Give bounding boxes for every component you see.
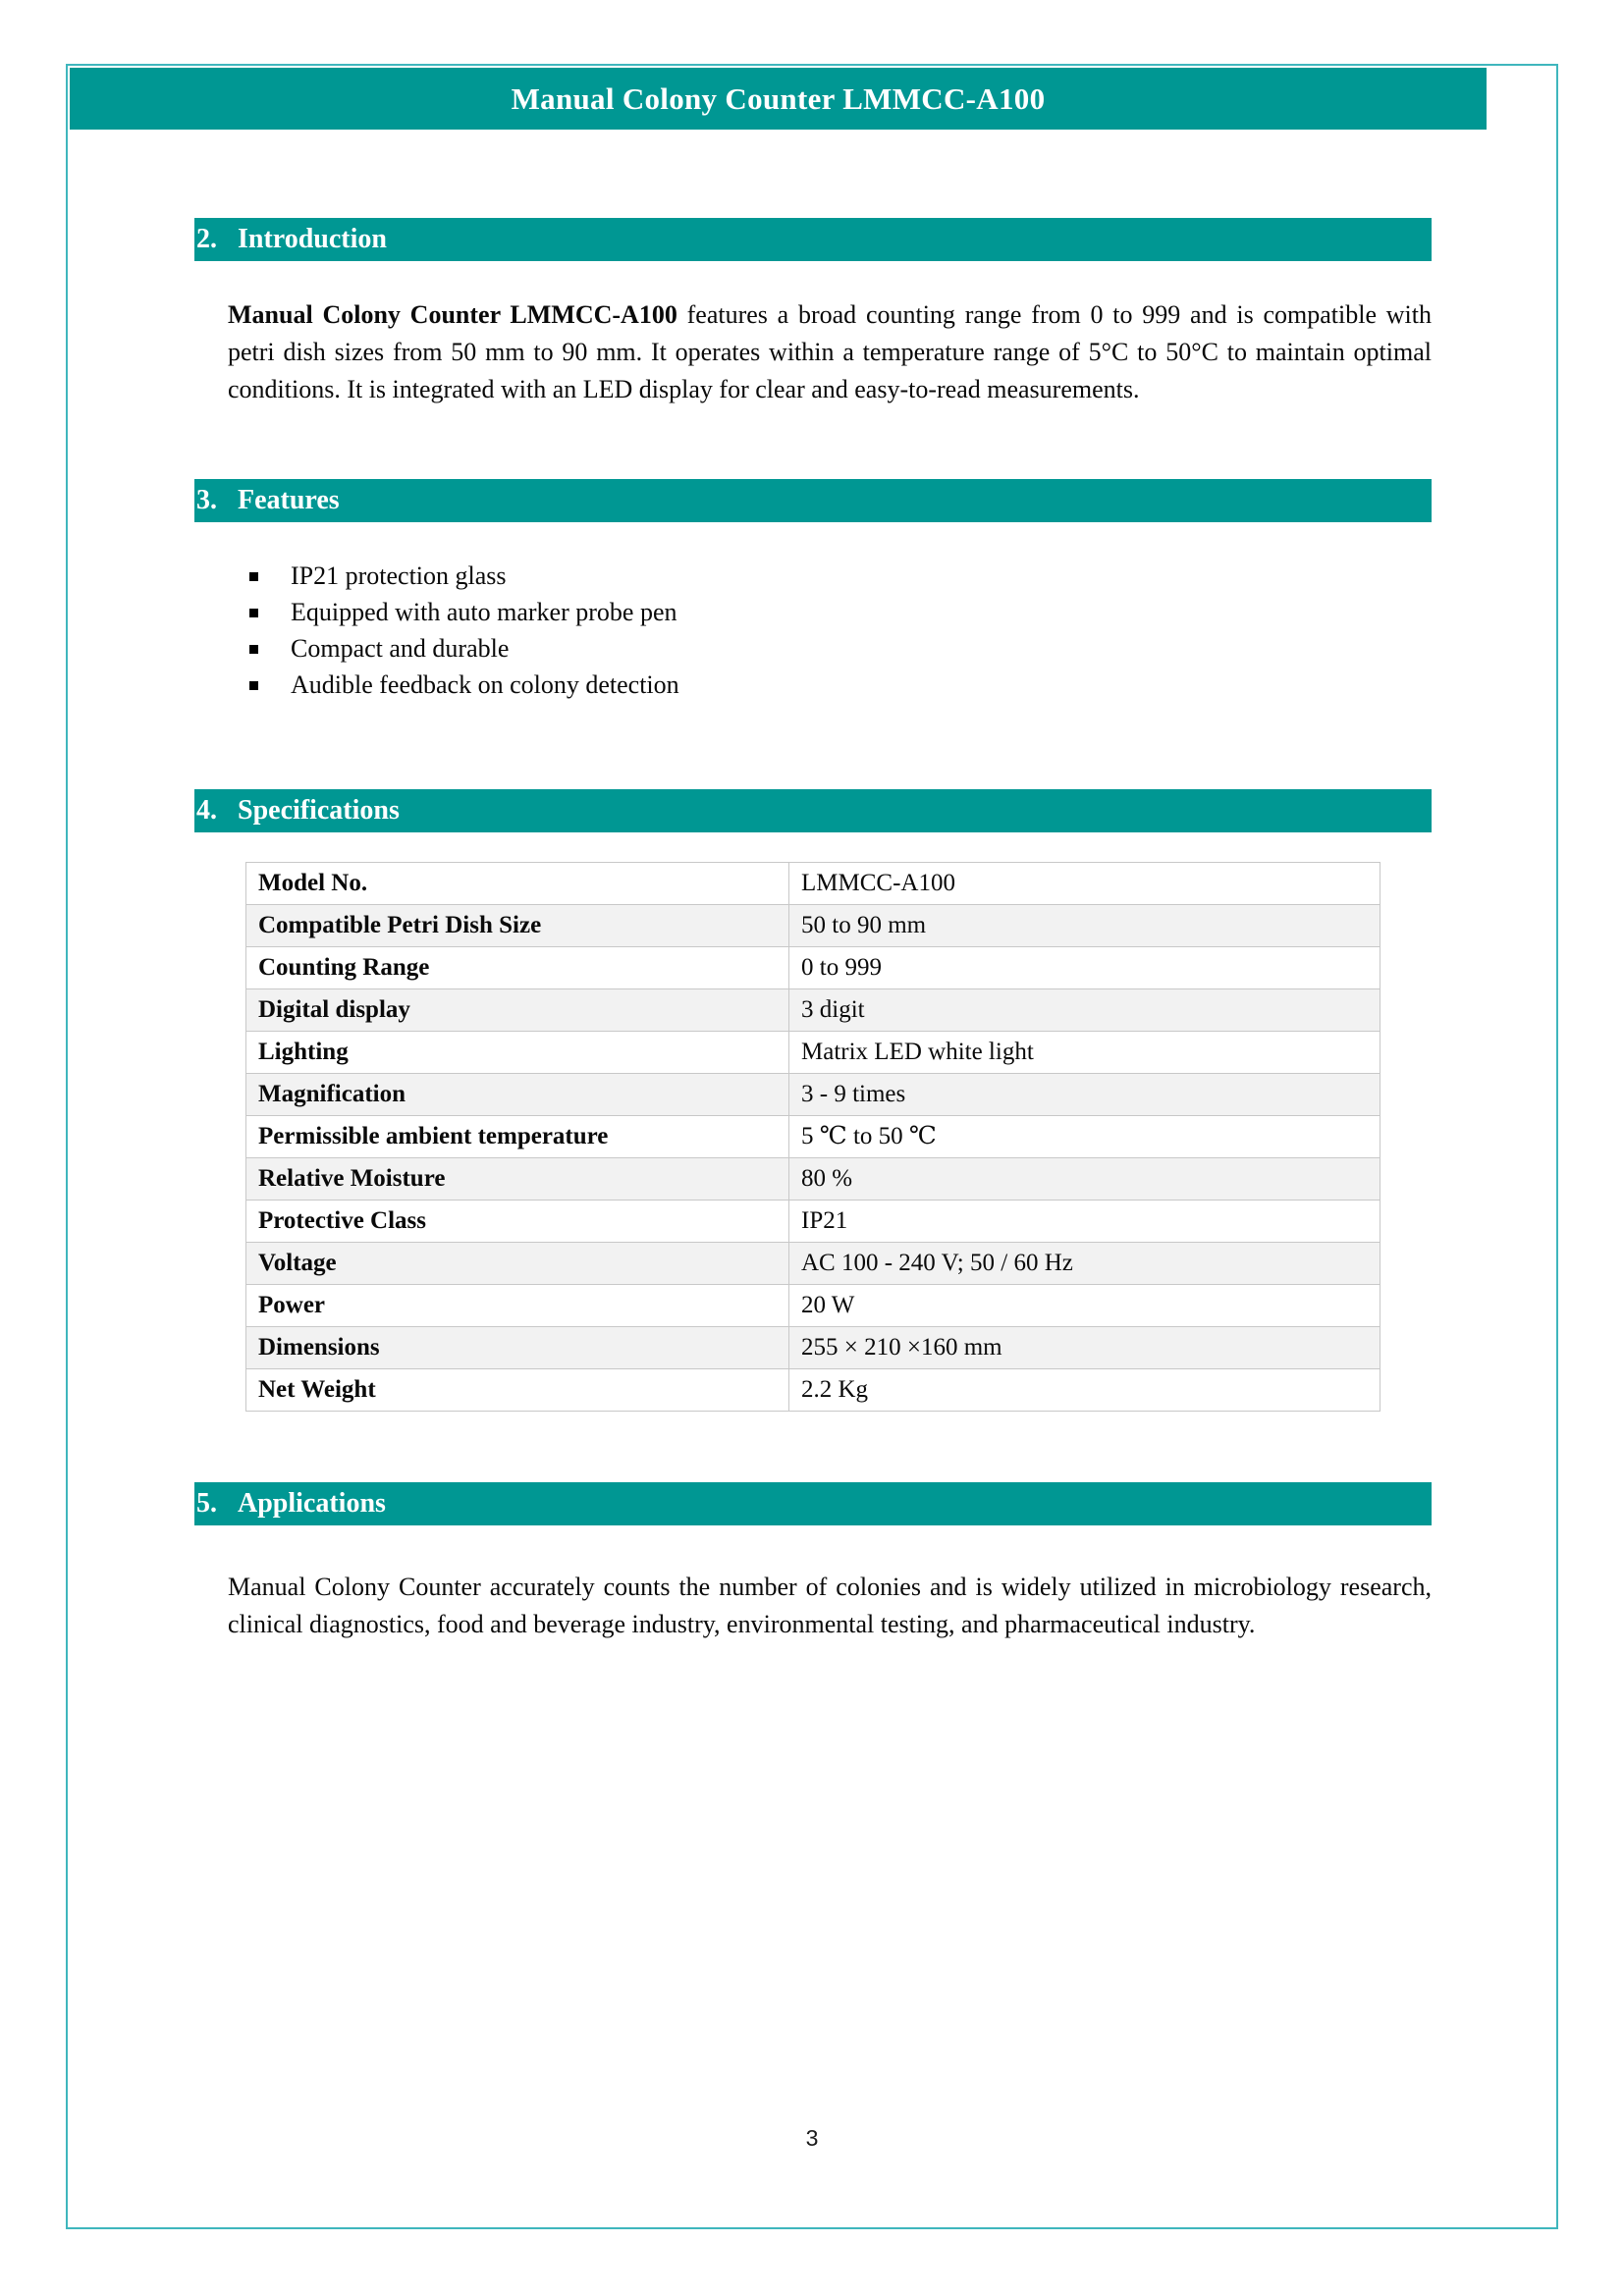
introduction-paragraph-text: features a broad counting range from 0 to 999 and is compatible with petri dish sizes from 50 mm to 90 mm. It operates within a temperature range of 5°C to 50°C to maintain optimal conditions. It is integrated with an LED display for clear and easy-to-read measurements. <box>228 300 1432 403</box>
spec-value: 255 × 210 ×160 mm <box>789 1327 1380 1369</box>
applications-paragraph: Manual Colony Counter accurately counts the number of colonies and is widely utilized in microbiology research, clinical diagnostics, food and beverage industry, environmental testing, and pharmaceutical industry. <box>228 1573 1432 1638</box>
features-list <box>194 558 1432 703</box>
list-item <box>194 630 1432 667</box>
square-bullet-icon <box>249 572 258 581</box>
list-item <box>194 667 1432 703</box>
table-row <box>246 1201 1380 1243</box>
feature-label: Compact and durable <box>291 634 510 663</box>
square-bullet-icon <box>249 681 258 690</box>
spec-value: 0 to 999 <box>789 947 1380 989</box>
table-row <box>246 863 1380 905</box>
spec-key: Counting Range <box>246 947 789 989</box>
spec-key: Lighting <box>246 1032 789 1074</box>
square-bullet-icon <box>249 609 258 617</box>
table-row <box>246 1243 1380 1285</box>
table-row <box>246 1327 1380 1369</box>
spec-key: Relative Moisture <box>246 1158 789 1201</box>
spec-key: Magnification <box>246 1074 789 1116</box>
table-row <box>246 905 1380 947</box>
table-row <box>246 1032 1380 1074</box>
feature-label: Audible feedback on colony detection <box>291 670 679 699</box>
spec-key: Digital display <box>246 989 789 1032</box>
spec-value: AC 100 - 240 V; 50 / 60 Hz <box>789 1243 1380 1285</box>
section-heading-applications <box>194 1482 1432 1525</box>
spec-value: Matrix LED white light <box>789 1032 1380 1074</box>
spec-key: Compatible Petri Dish Size <box>246 905 789 947</box>
introduction-body <box>194 296 1432 408</box>
spec-value: LMMCC-A100 <box>789 863 1380 905</box>
spec-key: Permissible ambient temperature <box>246 1116 789 1158</box>
spec-key: Power <box>246 1285 789 1327</box>
applications-body <box>194 1569 1432 1643</box>
spec-value: 2.2 Kg <box>789 1369 1380 1412</box>
table-row <box>246 947 1380 989</box>
section-number-applications: 5. <box>196 1488 217 1519</box>
introduction-lead-in: Manual Colony Counter LMMCC-A100 <box>228 300 677 329</box>
document-header-banner <box>70 68 1487 130</box>
specifications-table <box>245 862 1380 1412</box>
spec-value: 3 - 9 times <box>789 1074 1380 1116</box>
list-item <box>194 558 1432 594</box>
section-title-features: Features <box>238 485 340 515</box>
section-heading-introduction <box>194 218 1432 261</box>
table-row <box>246 1116 1380 1158</box>
spec-value: 80 % <box>789 1158 1380 1201</box>
table-row <box>246 1074 1380 1116</box>
section-number-features: 3. <box>196 485 217 515</box>
table-row <box>246 1369 1380 1412</box>
feature-label: Equipped with auto marker probe pen <box>291 598 677 626</box>
section-heading-features <box>194 479 1432 522</box>
page-number-footer: 3 <box>805 2125 819 2151</box>
spec-value: 5 ℃ to 50 ℃ <box>789 1116 1380 1158</box>
document-title: Manual Colony Counter LMMCC-A100 <box>511 81 1046 116</box>
square-bullet-icon <box>249 645 258 654</box>
list-item <box>194 594 1432 630</box>
spec-value: 50 to 90 mm <box>789 905 1380 947</box>
document-content <box>194 147 1432 1643</box>
table-row <box>246 1285 1380 1327</box>
spec-value: 3 digit <box>789 989 1380 1032</box>
spec-key: Model No. <box>246 863 789 905</box>
section-title-introduction: Introduction <box>238 224 387 254</box>
spec-key: Net Weight <box>246 1369 789 1412</box>
section-heading-specifications <box>194 789 1432 832</box>
spec-value: IP21 <box>789 1201 1380 1243</box>
feature-label: IP21 protection glass <box>291 561 507 590</box>
spec-key: Voltage <box>246 1243 789 1285</box>
section-number-introduction: 2. <box>196 224 217 254</box>
spec-value: 20 W <box>789 1285 1380 1327</box>
spec-key: Protective Class <box>246 1201 789 1243</box>
section-title-specifications: Specifications <box>238 795 400 826</box>
table-row <box>246 989 1380 1032</box>
spec-key: Dimensions <box>246 1327 789 1369</box>
section-number-specifications: 4. <box>196 795 217 826</box>
introduction-paragraph <box>228 296 1432 408</box>
table-row <box>246 1158 1380 1201</box>
section-title-applications: Applications <box>238 1488 386 1519</box>
